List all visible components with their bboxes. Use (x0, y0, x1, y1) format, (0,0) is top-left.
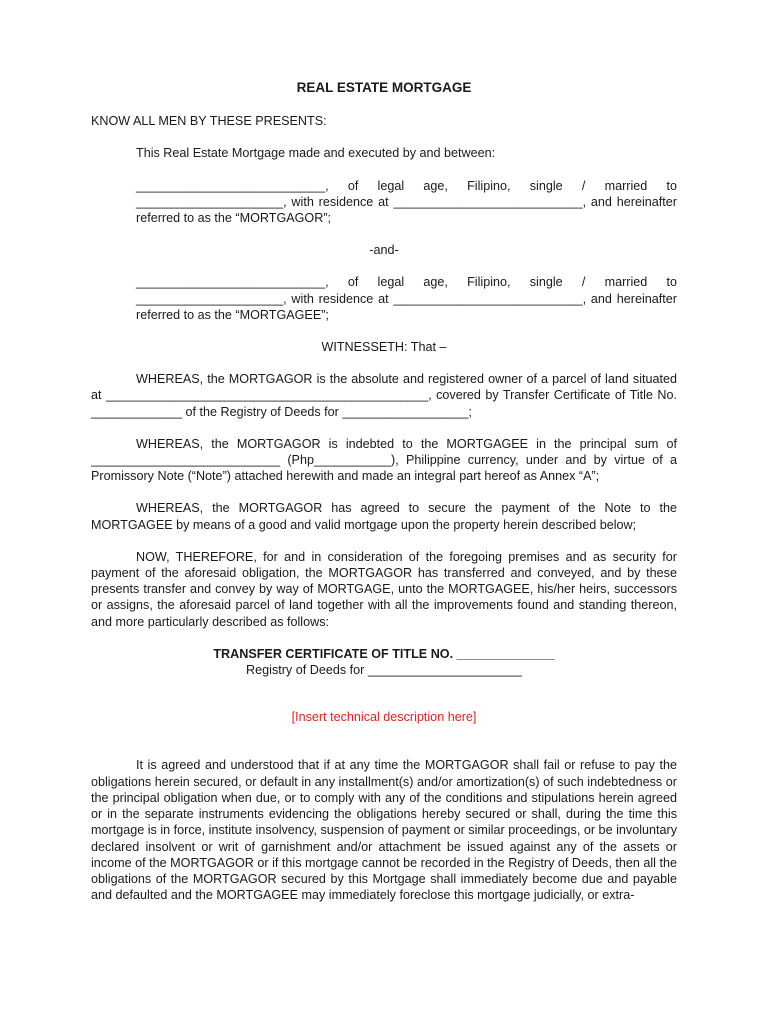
now-therefore-paragraph: NOW, THEREFORE, for and in consideration of the foregoing premises and as security for payment of the aforesaid obligation, the MORTGAGOR has transferred and conveyed, and by these presents transfer and convey by way of MORTGAGE, unto the MORTGAGEE, his/her heirs, successors or assigns, the aforesaid parcel of land together with all the improvements found and standing thereon, and more particularly described as follows: (91, 549, 677, 629)
document-title: REAL ESTATE MORTGAGE (296, 80, 472, 95)
default-clause-paragraph: It is agreed and understood that if at any time the MORTGAGOR shall fail or refuse to pay the obligations herein secured, or default in any installment(s) and/or amortization(s) of such indebtedness or the principal obligation when due, or to comply with any of the conditions and stipulations herein agreed or in the separate instruments evidencing the obligations hereby secured or shall, during the time this mortgage is in force, institute insolvency, suspension of payment or similar proceedings, or be involuntary declared insolvent or writ of garnishment and/or attachment be issued against any of the assets or income of the MORTGAGOR or if this mortgage cannot be recorded in the Registry of Deeds, then all the obligations of the MORTGAGOR secured by this Mortgage shall immediately become due and payable and defaulted and the MORTGAGEE may immediately foreclose this mortgage judicially, or extra- (91, 758, 677, 903)
tct-number-line: TRANSFER CERTIFICATE OF TITLE NO. ______________ (213, 646, 555, 661)
technical-description-placeholder: [Insert technical description here] (291, 710, 477, 725)
whereas-ownership-paragraph: WHEREAS, the MORTGAGOR is the absolute and registered owner of a parcel of land situated at ______________________________________________, covered by Transfer Certificate of Title No. _____________ of the Registry of Deeds for __________________; (91, 372, 677, 419)
know-all-men-line: KNOW ALL MEN BY THESE PRESENTS: (91, 114, 327, 129)
intro-paragraph: This Real Estate Mortgage made and executed by and between: (136, 146, 496, 161)
witnesseth-heading: WITNESSETH: That – (321, 340, 447, 355)
whereas-security-paragraph: WHEREAS, the MORTGAGOR has agreed to secure the payment of the Note to the MORTGAGEE by means of a good and valid mortgage upon the property herein described below; (91, 501, 677, 532)
tct-block (91, 646, 677, 678)
mortgagee-party-paragraph: ___________________________, of legal age, Filipino, single / married to _____________________, with residence at ___________________________, and hereinafter referred to as the “MORTGAGEE”; (136, 275, 677, 322)
mortgagor-party-paragraph: ___________________________, of legal age, Filipino, single / married to _____________________, with residence at ___________________________, and hereinafter referred to as the “MORTGAGOR”; (136, 178, 677, 226)
and-separator: -and- (369, 243, 399, 258)
whereas-indebtedness-paragraph: WHEREAS, the MORTGAGOR is indebted to the MORTGAGEE in the principal sum of ___________________________ (Php___________), Philippine currency, under and by virtue of a Promissory Note (“Note”) attached herewith and made an integral part hereof as Annex “A”; (91, 436, 677, 484)
registry-of-deeds-line: Registry of Deeds for ______________________ (246, 663, 522, 678)
